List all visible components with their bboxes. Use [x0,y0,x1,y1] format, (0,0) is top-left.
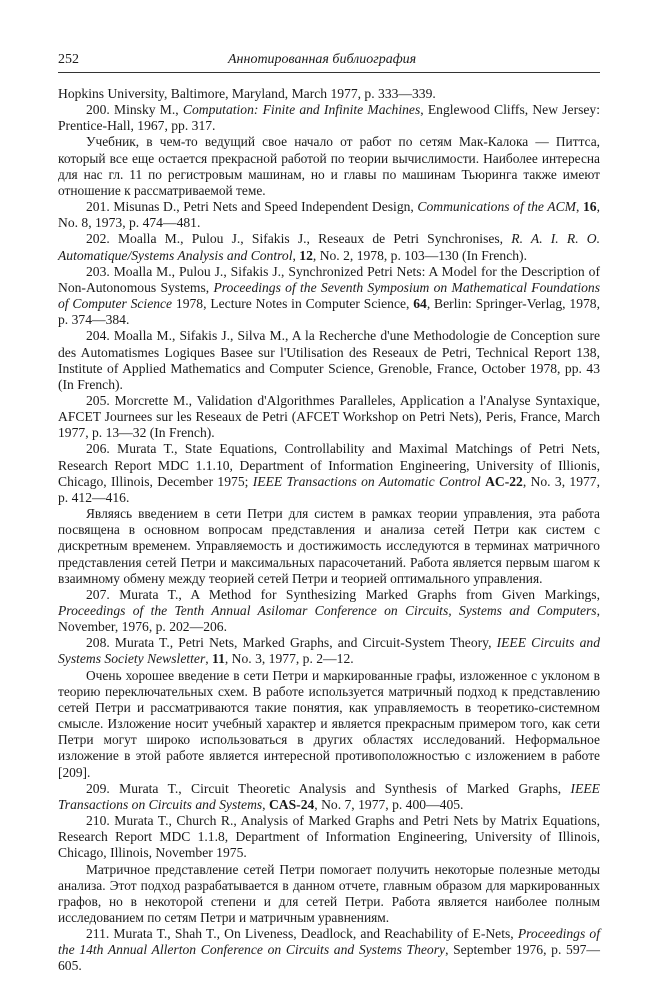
entry-208: 208. Murata T., Petri Nets, Marked Graphs, and Circuit-System Theory, IEEE Circuits and Systems Society Newsletter, 11, No. 3, 1977, p. 2—12. [58,635,600,667]
running-header [58,50,600,73]
page-number: 252 [58,52,79,67]
entry-207: 207. Murata T., A Method for Synthesizing Marked Graphs from Given Markings, Proceedings of the Tenth Annual Asilomar Conference on Circuits, Systems and Computers, November, 1976, p. 202—206. [58,586,600,635]
entry-210: 210. Murata T., Church R., Analysis of Marked Graphs and Petri Nets by Matrix Equations, Research Report MDC 1.1.8, Department of Information Engineering, University of Illinois, Chicago, Illinois, November 1975. [58,813,600,861]
entry-200: 200. Minsky M., Computation: Finite and Infinite Machines, Englewood Cliffs, New Jersey: Prentice-Hall, 1967, pp. 317. [58,102,600,134]
entry-203: 203. Moalla M., Pulou J., Sifakis J., Synchronized Petri Nets: A Model for the Description of Non-Autonomous Systems, Proceedings of the Seventh Symposium on Mathematical Foundations of Computer Science 1978, Lecture Notes in Computer Science, 64, Berlin: Springer-Verlag, 1978, p. 374—384. [58,263,600,328]
entry-202: 202. Moalla M., Pulou J., Sifakis J., Reseaux de Petri Synchronises, R. A. I. R. O. Automatique/Systems Analysis and Control, 12, No. 2, 1978, p. 103—130 (In French). [58,231,600,263]
entry-205: 205. Morcrette M., Validation d'Algorithmes Paralleles, Application a l'Analyse Syntaxique, AFCET Journees sur les Reseaux de Petri (AFCET Workshop on Petri Nets), Peris, France, March 1977, p. 13—32 (In French). [58,392,600,441]
entry-209: 209. Murata T., Circuit Theoretic Analysis and Synthesis of Marked Graphs, IEEE Transactions on Circuits and Systems, CAS-24, No. 7, 1977, p. 400—405. [58,780,600,812]
entry-206: 206. Murata T., State Equations, Controllability and Maximal Matchings of Petri Nets, Research Report MDC 1.1.10, Department of Information Engineering, University of Illionis, Chicago, Illinois, December 1975; IEEE Transactions on Automatic Control AC-22, No. 3, 1977, p. 412—416. [58,441,601,505]
entry-continuation: Hopkins University, Baltimore, Maryland, March 1977, p. 333—339. [58,86,436,101]
running-title: Аннотированная библиография [228,52,417,67]
annotation-200: Учебник, в чем-то ведущий свое начало от работ по сетям Мак-Калока — Питтса, который все еще остается прекрасной работой по теории вычислимости. Наиболее интересна для нас гл. 11 по регистровым машинам, но и главы по машинам Тьюринга также имеют отношение к рассматриваемой теме. [58,134,600,198]
bibliography-body [58,86,600,975]
entry-204: 204. Moalla M., Sifakis J., Silva M., A la Recherche d'une Methodologie de Conception sure des Automatismes Logiques Basee sur l'Utilisation des Reseaux de Petri, Technical Report 138, Institute of Applied Mathematics and Computer Science, Grenoble, France, October 1978, pp. 43 (In French). [58,328,600,392]
entry-201: 201. Misunas D., Petri Nets and Speed Independent Design, Communications of the ACM, 16, No. 8, 1973, p. 474—481. [58,199,600,231]
annotation-210: Матричное представление сетей Петри помогает получить некоторые полезные методы анализа. Этот подход разрабатывается в данном отчете, главным образом для маркированных графов, но в некоторой степени и для сетей Петри. Работа является наиболее полным исследованием по сетям Петри и матричным уравнениям. [58,861,600,925]
entry-211: 211. Murata T., Shah T., On Liveness, Deadlock, and Reachability of E-Nets, Proceedings of the 14th Annual Allerton Conference on Circuits and Systems Theory, September 1976, p. 597—605. [58,926,601,974]
annotation-206: Являясь введением в сети Петри для систем в рамках теории управления, эта работа посвящена в основном вопросам представления и анализа сетей Петри как систем с дискретным временем. Управляемость и достижимость исследуются в терминах матричного представления сетей Петри и максимальных парасочетаний. Работа является первым шагом к взаимному обмену между теорией сетей Петри и теорией оптимального управления. [58,506,600,586]
annotation-208: Очень хорошее введение в сети Петри и маркированные графы, изложенное с уклоном в теорию переключательных схем. В работе используется матричный подход к представлению сетей Петри и рассматриваются такие понятия, как управляемость в теоретико-системном смысле. Изложение носит учебный характер и является прекрасным примером того, как сети Петри могут широко использоваться в других областях исследований. Неформальное изложение в этой работе является интересной противоположностью с изложением в работе [209]. [58,667,600,780]
